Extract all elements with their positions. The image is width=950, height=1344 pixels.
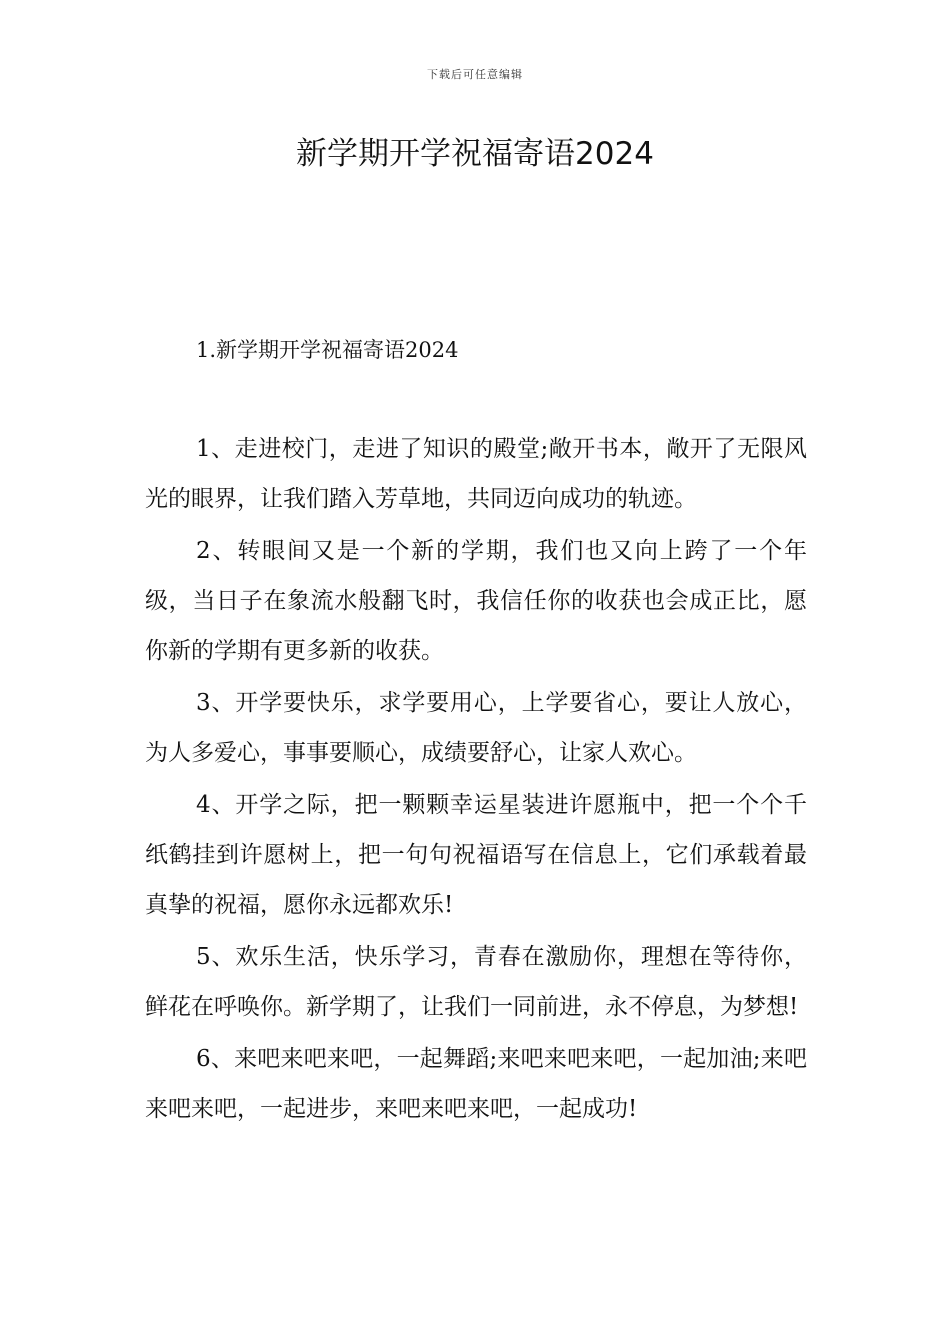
section-heading: 1.新学期开学祝福寄语2024 — [196, 338, 459, 362]
paragraph-2: 2、转眼间又是一个新的学期，我们也又向上跨了一个年级，当日子在象流水般翻飞时，我信任你的收获也会成正比，愿你新的学期有更多新的收获。 — [145, 538, 807, 664]
paragraph-6: 6、来吧来吧来吧，一起舞蹈;来吧来吧来吧，一起加油;来吧来吧来吧，一起进步，来吧来吧来吧，一起成功! — [145, 1046, 807, 1122]
document-body — [145, 424, 807, 1136]
paragraph-3: 3、开学要快乐，求学要用心，上学要省心，要让人放心，为人多爱心，事事要顺心，成绩要舒心，让家人欢心。 — [145, 690, 807, 766]
paragraph-1: 1、走进校门，走进了知识的殿堂;敞开书本，敞开了无限风光的眼界，让我们踏入芳草地，共同迈向成功的轨迹。 — [145, 436, 807, 512]
document-title: 新学期开学祝福寄语2024 — [296, 136, 654, 172]
paragraph-4: 4、开学之际，把一颗颗幸运星装进许愿瓶中，把一个个千纸鹤挂到许愿树上，把一句句祝福语写在信息上，它们承载着最真挚的祝福，愿你永远都欢乐! — [145, 792, 807, 918]
header-note: 下载后可任意编辑 — [427, 68, 523, 81]
paragraph-5: 5、欢乐生活，快乐学习，青春在激励你，理想在等待你，鲜花在呼唤你。新学期了，让我们一同前进，永不停息，为梦想! — [145, 944, 807, 1020]
